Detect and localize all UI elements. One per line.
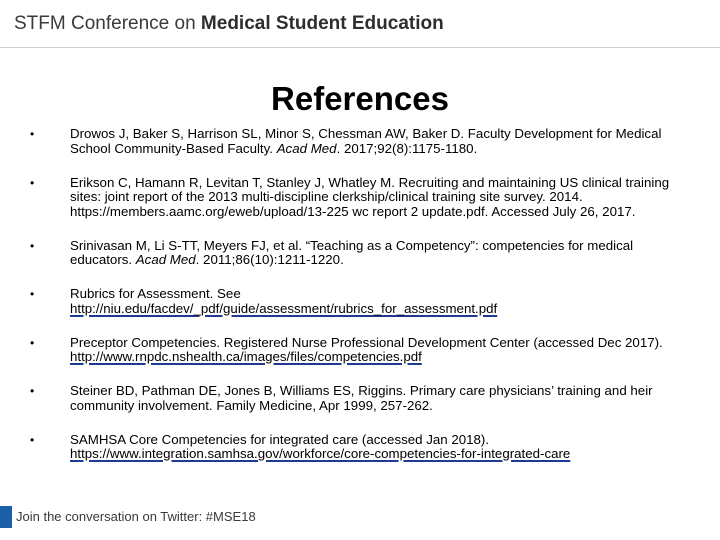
reference-text: Drowos J, Baker S, Harrison SL, Minor S, Chessman AW, Baker D. Faculty Development for Medical School Community-Based Faculty. <box>70 126 662 156</box>
reference-list <box>28 127 688 481</box>
reference-item <box>28 176 688 220</box>
conference-title-bold: Medical Student Education <box>200 13 444 34</box>
reference-link[interactable]: http://niu.edu/facdev/_pdf/guide/assessment/rubrics_for_assessment.pdf <box>70 300 498 316</box>
reference-text: SAMHSA Core Competencies for integrated care (accessed Jan 2018). <box>70 431 490 447</box>
bullet-icon: • <box>30 238 35 253</box>
reference-text: Erikson C, Hamann R, Levitan T, Stanley J, Whatley M. Recruiting and maintaining US clinical training sites: joint report of the 2013 multi-discipline clerkship/clinical training site survey. 2014. https://members.aamc.org/eweb/upload/13-225 wc report 2 update.pdf. Accessed July 26, 2017. <box>70 174 670 219</box>
reference-link[interactable]: https://www.integration.samhsa.gov/workforce/core-competencies-for-integrated-care <box>70 446 571 461</box>
reference-item <box>28 336 688 365</box>
reference-item <box>28 433 688 462</box>
reference-link[interactable]: http://www.rnpdc.nshealth.ca/images/files/competencies.pdf <box>70 349 422 364</box>
header-divider <box>0 47 720 48</box>
reference-text: Preceptor Competencies. Registered Nurse Professional Development Center (accessed Dec 2017). <box>70 334 663 350</box>
reference-text-after: . 2017;92(8):1175-1180. <box>336 140 478 156</box>
slide-footer <box>0 506 720 528</box>
bullet-icon: • <box>30 287 35 301</box>
reference-item <box>28 127 688 156</box>
slide-title: References <box>271 80 449 117</box>
bullet-icon: • <box>30 432 35 447</box>
bullet-icon: • <box>30 175 35 190</box>
reference-journal: Acad Med <box>135 252 196 267</box>
reference-text: Srinivasan M, Li S-TT, Meyers FJ, et al. “Teaching as a Competency”: competencies for medical educators. <box>70 237 634 267</box>
bullet-icon: • <box>30 335 35 350</box>
slide-header <box>0 0 720 48</box>
reference-item <box>28 384 688 413</box>
reference-text-after: . 2011;86(10):1211-1220. <box>195 252 344 267</box>
reference-item <box>28 287 688 316</box>
bullet-icon: • <box>30 384 35 398</box>
reference-text: Rubrics for Assessment. See <box>70 286 241 301</box>
reference-journal: Acad Med <box>276 140 337 156</box>
reference-text: Steiner BD, Pathman DE, Jones B, Williams ES, Riggins. Primary care physicians’ training and heir community involvement. Family Medicine, Apr 1999, 257-262. <box>70 383 653 413</box>
conference-title <box>14 13 444 35</box>
reference-item <box>28 239 688 268</box>
bullet-icon: • <box>30 127 35 141</box>
twitter-hashtag: Join the conversation on Twitter: #MSE18 <box>16 509 256 524</box>
footer-accent-bar <box>0 506 12 528</box>
conference-title-regular: STFM Conference on <box>14 13 201 34</box>
